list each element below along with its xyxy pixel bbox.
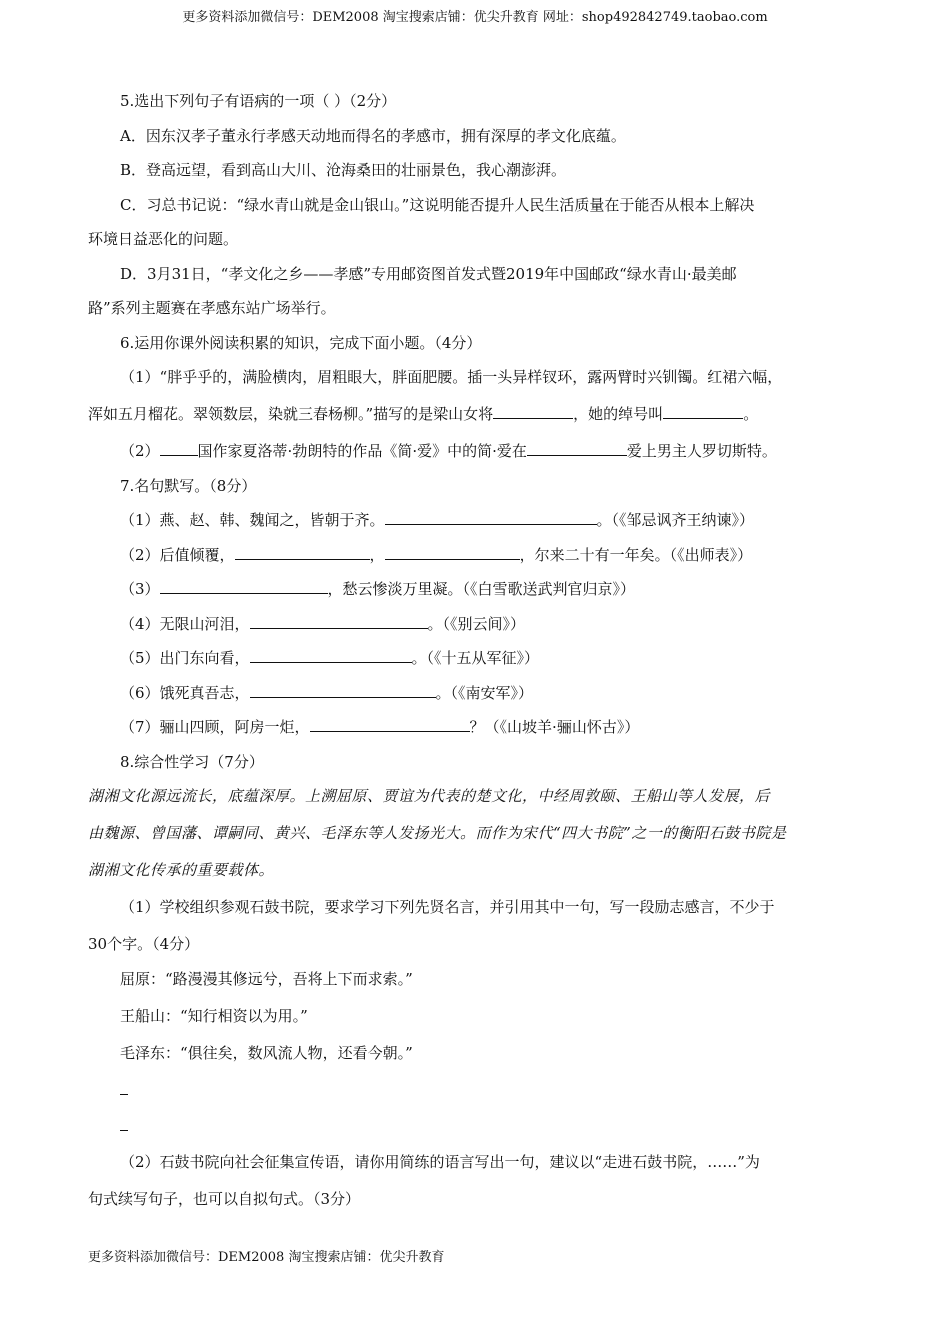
answer-blank[interactable] xyxy=(385,544,520,560)
quote-wangchuanshan: 王船山：“知行相资以为用。” xyxy=(120,1006,308,1025)
answer-blank[interactable] xyxy=(160,578,328,594)
q5-option-a: A．因东汉孝子董永行孝感天动地而得名的孝感市，拥有深厚的孝文化底蕴。 xyxy=(120,126,626,145)
q5-option-c: C．习总书记说：“绿水青山就是金山银山。”这说明能否提升人民生活质量在于能否从根本上解决 xyxy=(120,195,755,214)
answer-blank[interactable] xyxy=(160,440,198,456)
answer-blank[interactable] xyxy=(310,716,470,732)
q7-item-1: （1）燕、赵、韩、魏闻之，皆朝于齐。 。（《邹忌讽齐王纳谏》） xyxy=(120,511,755,529)
answer-blank[interactable] xyxy=(663,403,743,419)
q8-passage-line-2: 由魏源、曾国藩、谭嗣同、黄兴、毛泽东等人发扬光大。而作为宋代“四大书院”之一的衡阳石鼓书院是 xyxy=(88,824,787,842)
q6-part1: （1）“胖乎乎的，满脸横肉，眉粗眼大，胖面肥腰。插一头异样钗环，露两臂时兴钏镯。红裙六幅， xyxy=(120,368,783,386)
q7-stem: 7.名句默写。（8分） xyxy=(120,476,257,495)
answer-blank[interactable] xyxy=(493,403,573,419)
page-header: 更多资料添加微信号：DEM2008 淘宝搜索店铺：优尖升教育 网址：shop492842749.taobao.com xyxy=(182,10,768,25)
answer-blank[interactable] xyxy=(235,544,370,560)
q8-passage-line-1: 湖湘文化源远流长，底蕴深厚。上溯屈原、贾谊为代表的楚文化，中经周敦颐、王船山等人发展，后 xyxy=(88,787,771,805)
answer-blank[interactable] xyxy=(385,509,597,525)
answer-blank[interactable] xyxy=(527,440,627,456)
q7-item-2: （2）后值倾覆， ， ，尔来二十有一年矣。（《出师表》） xyxy=(120,545,753,564)
q5-option-d-cont: 路”系列主题赛在孝感东站广场举行。 xyxy=(88,299,336,317)
q8-stem: 8.综合性学习（7分） xyxy=(120,752,264,771)
q8-sub1-cont: 30个字。（4分） xyxy=(88,935,200,953)
q5-option-b: B．登高远望，看到高山大川、沧海桑田的壮丽景色，我心潮澎湃。 xyxy=(120,161,567,179)
q6-part2: （2） 国作家夏洛蒂·勃朗特的作品《简·爱》中的简·爱在 爱上男主人罗切斯特。 xyxy=(120,442,777,460)
answer-line[interactable] xyxy=(88,1115,863,1151)
q7-item-6: （6）饿死真吾志， 。（《南安军》） xyxy=(120,683,534,702)
exam-content xyxy=(88,90,863,1222)
answer-blank[interactable] xyxy=(250,613,428,629)
q7-item-3: （3） ，愁云惨淡万里凝。（《白雪歌送武判官归京》） xyxy=(120,580,636,598)
q6-stem: 6.运用你课外阅读积累的知识，完成下面小题。（4分） xyxy=(120,333,482,352)
q5-option-d: D．3月31日，“孝文化之乡——孝感”专用邮资图首发式暨2019年中国邮政“绿水青山·最美邮 xyxy=(120,264,737,283)
q8-sub1: （1）学校组织参观石鼓书院，要求学习下列先贤名言，并引用其中一句，写一段励志感言，不少于 xyxy=(120,898,775,916)
quote-maozedong: 毛泽东：“俱往矣，数风流人物，还看今朝。” xyxy=(120,1043,413,1062)
page-footer: 更多资料添加微信号：DEM2008 淘宝搜索店铺：优尖升教育 xyxy=(88,1250,445,1265)
q6-part1-cont: 浑如五月榴花。翠领数层，染就三春杨柳。”描写的是梁山女将 ，她的绰号叫 。 xyxy=(88,405,759,423)
q7-item-7: （7）骊山四顾，阿房一炬， ？（《山坡羊·骊山怀古》） xyxy=(120,718,640,736)
q8-sub2-cont: 句式续写句子，也可以自拟句式。（3分） xyxy=(88,1189,361,1208)
q5-option-c-cont: 环境日益恶化的问题。 xyxy=(88,230,239,248)
q7-item-4: （4）无限山河泪， 。（《别云间》） xyxy=(120,614,526,633)
answer-blank[interactable] xyxy=(250,682,436,698)
q5-stem: 5.选出下列句子有语病的一项（ ）（2分） xyxy=(120,92,397,110)
answer-line[interactable] xyxy=(88,1079,863,1115)
quote-quyuan: 屈原：“路漫漫其修远兮，吾将上下而求索。” xyxy=(120,969,413,988)
answer-blank[interactable] xyxy=(250,647,412,663)
q8-sub2: （2）石鼓书院向社会征集宣传语，请你用简练的语言写出一句，建议以“走进石鼓书院，……”为 xyxy=(120,1152,760,1171)
q7-item-5: （5）出门东向看， 。（《十五从军征》） xyxy=(120,649,540,667)
q8-passage-line-3: 湖湘文化传承的重要载体。 xyxy=(88,861,275,879)
